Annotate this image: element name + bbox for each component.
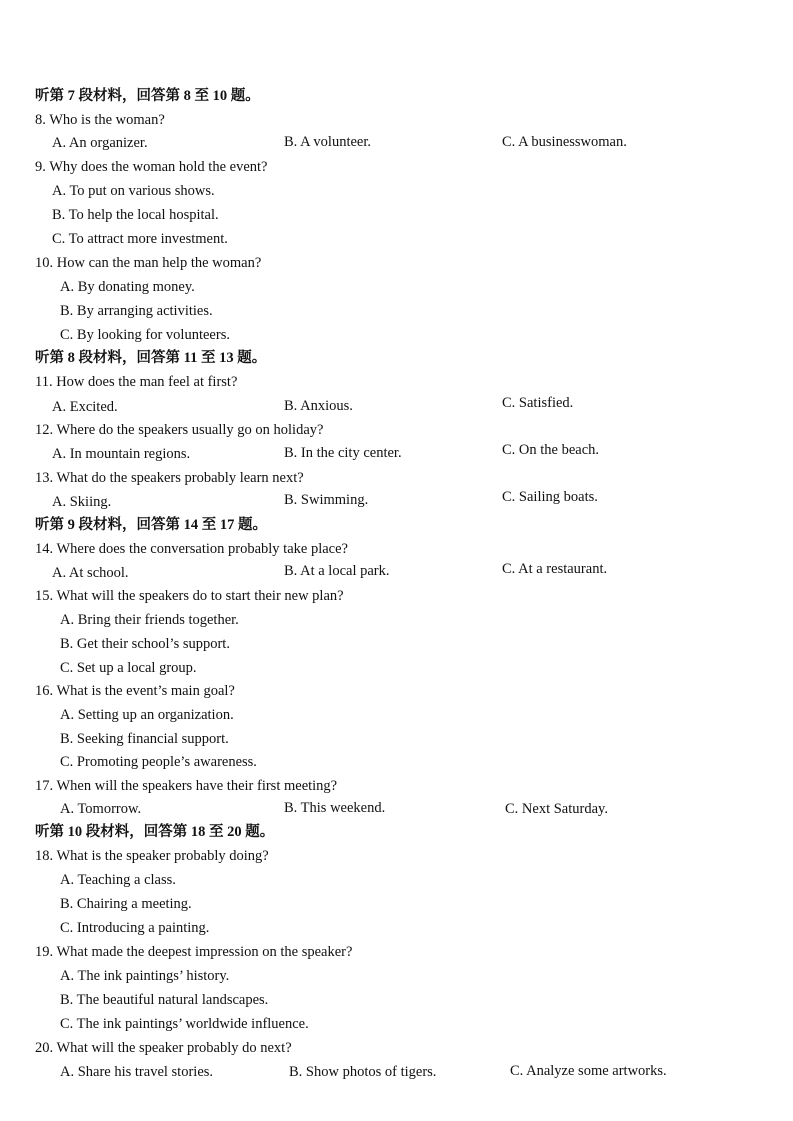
option-14-b: B. At a local park. <box>284 563 390 579</box>
option-9-c: C. To attract more investment. <box>52 231 228 247</box>
option-13-a: A. Skiing. <box>52 494 112 510</box>
section-heading-9: 听第 9 段材料，回答第 14 至 17 题。 <box>35 517 267 533</box>
question-stem-14: 14. Where does the conversation probably take place? <box>35 541 348 557</box>
question-stem-12: 12. Where do the speakers usually go on holiday? <box>35 422 324 438</box>
option-19-c: C. The ink paintings’ worldwide influence. <box>60 1016 309 1032</box>
option-18-a: A. Teaching a class. <box>60 872 176 888</box>
option-19-a: A. The ink paintings’ history. <box>60 968 230 984</box>
option-20-b: B. Show photos of tigers. <box>289 1064 437 1080</box>
section-heading-10: 听第 10 段材料，回答第 18 至 20 题。 <box>35 824 275 840</box>
option-10-c: C. By looking for volunteers. <box>60 327 230 343</box>
option-11-a: A. Excited. <box>52 399 118 415</box>
section-heading-8: 听第 8 段材料，回答第 11 至 13 题。 <box>35 350 267 366</box>
option-13-c: C. Sailing boats. <box>502 489 598 505</box>
option-19-b: B. The beautiful natural landscapes. <box>60 992 269 1008</box>
option-16-a: A. Setting up an organization. <box>60 707 234 723</box>
option-9-a: A. To put on various shows. <box>52 183 215 199</box>
option-8-b: B. A volunteer. <box>284 134 371 150</box>
option-12-b: B. In the city center. <box>284 445 402 461</box>
option-15-b: B. Get their school’s support. <box>60 636 230 652</box>
option-18-c: C. Introducing a painting. <box>60 920 210 936</box>
option-14-c: C. At a restaurant. <box>502 561 608 577</box>
option-18-b: B. Chairing a meeting. <box>60 896 192 912</box>
option-8-c: C. A businesswoman. <box>502 134 627 150</box>
question-stem-10: 10. How can the man help the woman? <box>35 255 262 271</box>
option-17-a: A. Tomorrow. <box>60 801 142 817</box>
option-15-c: C. Set up a local group. <box>60 660 197 676</box>
question-stem-20: 20. What will the speaker probably do next? <box>35 1040 292 1056</box>
option-17-b: B. This weekend. <box>284 800 386 816</box>
option-12-c: C. On the beach. <box>502 442 600 458</box>
option-11-c: C. Satisfied. <box>502 395 574 411</box>
question-stem-11: 11. How does the man feel at first? <box>35 374 238 390</box>
option-10-a: A. By donating money. <box>60 279 195 295</box>
option-8-a: A. An organizer. <box>52 135 148 151</box>
section-heading-7: 听第 7 段材料，回答第 8 至 10 题。 <box>35 88 260 104</box>
option-11-b: B. Anxious. <box>284 398 353 414</box>
question-stem-15: 15. What will the speakers do to start their new plan? <box>35 588 344 604</box>
question-stem-8: 8. Who is the woman? <box>35 112 165 128</box>
option-20-a: A. Share his travel stories. <box>60 1064 214 1080</box>
question-stem-16: 16. What is the event’s main goal? <box>35 683 235 699</box>
option-12-a: A. In mountain regions. <box>52 446 191 462</box>
option-15-a: A. Bring their friends together. <box>60 612 239 628</box>
option-17-c: C. Next Saturday. <box>505 801 608 817</box>
question-stem-9: 9. Why does the woman hold the event? <box>35 159 268 175</box>
question-stem-17: 17. When will the speakers have their first meeting? <box>35 778 338 794</box>
option-16-b: B. Seeking financial support. <box>60 731 229 747</box>
option-10-b: B. By arranging activities. <box>60 303 213 319</box>
option-14-a: A. At school. <box>52 565 129 581</box>
question-stem-19: 19. What made the deepest impression on the speaker? <box>35 944 353 960</box>
option-20-c: C. Analyze some artworks. <box>510 1063 667 1079</box>
option-16-c: C. Promoting people’s awareness. <box>60 754 257 770</box>
option-13-b: B. Swimming. <box>284 492 369 508</box>
question-stem-13: 13. What do the speakers probably learn next? <box>35 470 304 486</box>
question-stem-18: 18. What is the speaker probably doing? <box>35 848 269 864</box>
option-9-b: B. To help the local hospital. <box>52 207 219 223</box>
